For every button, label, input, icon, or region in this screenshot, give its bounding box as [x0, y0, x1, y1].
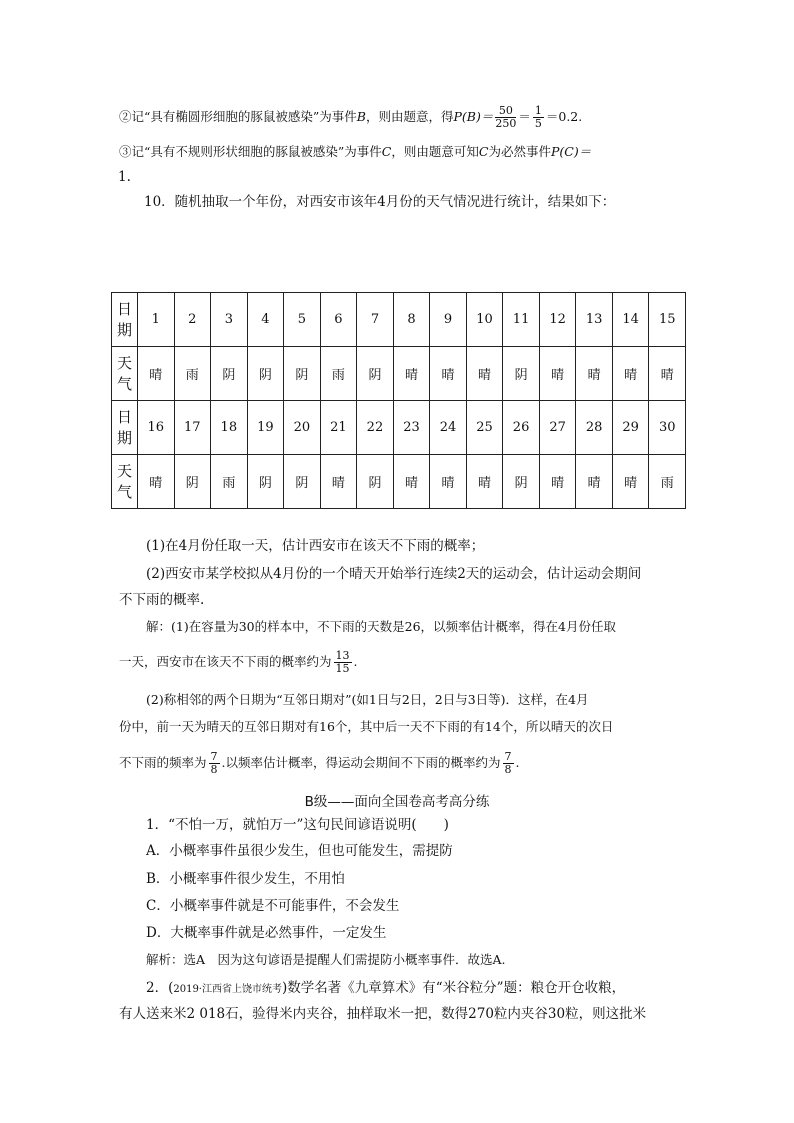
table-cell: 雨	[320, 347, 357, 401]
text: 一天，西安市在该天不下雨的概率约为	[119, 654, 332, 669]
table-cell: 晴	[138, 347, 175, 401]
table-cell: 6	[320, 293, 357, 347]
source-note: 2019·江西省上饶市统考	[173, 984, 282, 995]
event-var: C	[478, 144, 489, 159]
text: 2．(	[146, 980, 174, 996]
table-cell: 阴	[503, 347, 540, 401]
table-cell: 24	[430, 401, 467, 455]
table-cell: 25	[466, 401, 503, 455]
text: ，则由题意可知	[391, 144, 479, 159]
table-cell: 13	[576, 293, 613, 347]
solution-line-3-end: 1.	[118, 169, 131, 185]
table-cell: 12	[539, 293, 576, 347]
prob-expr: P(C)＝	[550, 144, 592, 159]
table-cell: 阴	[247, 347, 284, 401]
fraction: $\frac{50}{250}$	[495, 104, 517, 130]
event-var: C	[381, 144, 392, 159]
table-cell: 晴	[576, 347, 613, 401]
table-cell: 晴	[393, 347, 430, 401]
table-cell: 阴	[357, 347, 394, 401]
question-10-part-2-cont: 不下雨的概率.	[119, 592, 205, 608]
table-cell: 11	[503, 293, 540, 347]
table-cell: 15	[649, 293, 686, 347]
table-cell: 29	[612, 401, 649, 455]
option-c: C．小概率事件就是不可能事件，不会发生	[146, 898, 400, 914]
text: .	[353, 654, 358, 669]
table-cell: 10	[466, 293, 503, 347]
text: ＝	[518, 109, 531, 124]
table-cell: 5	[284, 293, 321, 347]
row-header: 天 气	[112, 455, 138, 509]
table-cell: 1	[138, 293, 175, 347]
table-cell: 16	[138, 401, 175, 455]
table-cell: 阴	[284, 455, 321, 509]
row-header: 天 气	[112, 347, 138, 401]
text: 不下雨的频率为	[119, 755, 207, 770]
table-cell: 晴	[138, 455, 175, 509]
table-row	[112, 293, 686, 347]
table-cell: 阴	[503, 455, 540, 509]
table-cell: 27	[539, 401, 576, 455]
table-cell: 晴	[539, 347, 576, 401]
text: ②记“具有椭圆形细胞的豚鼠被感染”为事件	[119, 109, 357, 124]
question-b1: 1．“不怕一万，就怕万一”这句民间谚语说明( )	[146, 817, 449, 833]
table-cell: 阴	[211, 347, 248, 401]
table-cell: 8	[393, 293, 430, 347]
table-cell: 20	[284, 401, 321, 455]
fraction: $\frac{1}{5}$	[534, 104, 542, 130]
table-cell: 晴	[612, 347, 649, 401]
option-a: A．小概率事件虽很少发生，但也可能发生，需提防	[146, 843, 453, 859]
table-row	[112, 455, 686, 509]
table-cell: 阴	[174, 455, 211, 509]
solution-part-2: (2)称相邻的两个日期为“互邻日期对”(如1日与2日，2日与3日等)．这样，在4月	[146, 692, 589, 707]
fraction: $\frac{7}{8}$	[210, 750, 218, 776]
question-10: 10．随机抽取一个年份，对西安市该年4月份的天气情况进行统计，结果如下：	[144, 194, 616, 210]
text: 为必然事件	[488, 144, 551, 159]
table-cell: 阴	[284, 347, 321, 401]
table-cell: 晴	[320, 455, 357, 509]
table-cell: 28	[576, 401, 613, 455]
weather-table	[111, 292, 686, 509]
solution-part-2-end	[119, 751, 519, 776]
table-cell: 18	[211, 401, 248, 455]
row-header: 日 期	[112, 401, 138, 455]
text: ③记“具有不规则形状细胞的豚鼠被感染”为事件	[119, 144, 382, 159]
text: )数学名著《九章算术》有“米谷粒分”题：粮仓开仓收粮，	[282, 980, 626, 996]
text: .	[515, 755, 520, 770]
table-cell: 26	[503, 401, 540, 455]
table-cell: 晴	[612, 455, 649, 509]
table-row	[112, 401, 686, 455]
table-cell: 7	[357, 293, 394, 347]
table-cell: 雨	[174, 347, 211, 401]
solution-part-2-cont: 份中，前一天为晴天的互邻日期对有16个，其中后一天不下雨的有14个，所以晴天的次日	[119, 719, 614, 734]
solution-part-1: 解：(1)在容量为30的样本中，不下雨的天数是26，以频率估计概率，得在4月份任取	[146, 619, 616, 634]
text: .以频率估计概率，得运动会期间不下雨的概率约为	[221, 755, 501, 770]
answer-b1: 解析：选A 因为这句谚语是提醒人们需提防小概率事件．故选A.	[146, 952, 506, 967]
table-cell: 17	[174, 401, 211, 455]
table-cell: 14	[612, 293, 649, 347]
table-cell: 晴	[466, 455, 503, 509]
table-cell: 19	[247, 401, 284, 455]
table-cell: 30	[649, 401, 686, 455]
table-cell: 晴	[649, 347, 686, 401]
table-cell: 晴	[430, 455, 467, 509]
prob-expr: P(B)＝	[453, 109, 494, 124]
question-10-part-2: (2)西安市某学校拟从4月份的一个晴天开始举行连续2天的运动会，估计运动会期间	[146, 566, 642, 582]
question-10-part-1: (1)在4月份任取一天，估计西安市在该天不下雨的概率；	[146, 538, 485, 554]
question-b2-cont: 有人送来米2 018石，验得米内夹谷，抽样取米一把，数得270粒内夹谷30粒，则这批米	[119, 1006, 647, 1022]
text: ，则由题意，得	[365, 109, 454, 124]
table-cell: 23	[393, 401, 430, 455]
table-cell: 雨	[211, 455, 248, 509]
solution-part-1-cont	[119, 650, 358, 675]
table-cell: 3	[211, 293, 248, 347]
table-row	[112, 347, 686, 401]
option-d: D．大概率事件就是必然事件，一定发生	[146, 925, 387, 941]
section-b-title: B级——面向全国卷高考高分练	[304, 794, 490, 810]
table-cell: 晴	[576, 455, 613, 509]
table-cell: 9	[430, 293, 467, 347]
fraction: $\frac{7}{8}$	[504, 750, 512, 776]
table-cell: 21	[320, 401, 357, 455]
row-header: 日 期	[112, 293, 138, 347]
option-b: B．小概率事件很少发生，不用怕	[146, 871, 345, 887]
table-cell: 22	[357, 401, 394, 455]
table-cell: 4	[247, 293, 284, 347]
table-cell: 阴	[247, 455, 284, 509]
table-cell: 晴	[393, 455, 430, 509]
table-cell: 晴	[430, 347, 467, 401]
text: ＝0.2.	[545, 109, 583, 124]
table-cell: 晴	[539, 455, 576, 509]
question-b2	[146, 978, 625, 1000]
table-cell: 阴	[357, 455, 394, 509]
solution-line-2	[119, 105, 582, 130]
event-var: B	[356, 109, 366, 124]
table-cell: 雨	[649, 455, 686, 509]
solution-line-3	[119, 142, 591, 162]
fraction: $\frac{13}{15}$	[335, 649, 350, 675]
table-cell: 2	[174, 293, 211, 347]
table-cell: 晴	[466, 347, 503, 401]
